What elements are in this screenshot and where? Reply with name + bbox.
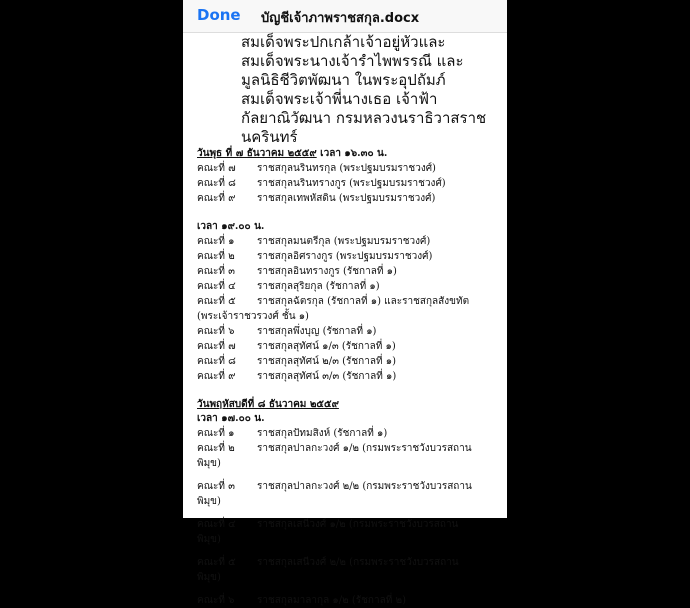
day1-time: เวลา ๑๖.๓๐ น. — [316, 148, 388, 159]
navigation-bar — [183, 0, 507, 33]
group-label: คณะที่ ๙ — [197, 371, 236, 382]
group-row — [197, 176, 503, 191]
group-value: ราชสกุลนรินทรกุล (พระปฐมบรมราชวงศ์) — [257, 163, 436, 174]
group-row — [197, 264, 503, 279]
large-line: สมเด็จพระปกเกล้าเจ้าอยู่หัวและ — [241, 33, 446, 51]
group-value: ราชสกุลสุทัศน์ ๒/๓ (รัชกาลที่ ๑) — [257, 356, 396, 367]
group-label: คณะที่ ๕ — [197, 296, 236, 307]
group-label: คณะที่ ๘ — [197, 178, 236, 189]
group-label: คณะที่ ๔ — [197, 281, 236, 292]
group-row — [197, 555, 503, 570]
group-row — [197, 294, 503, 309]
group-label: คณะที่ ๗ — [197, 163, 236, 174]
spacer — [197, 509, 503, 517]
group-row — [197, 191, 503, 206]
document-title: บัญชีเจ้าภาพราชสกุล.docx — [261, 11, 420, 26]
group-value: ราชสกุลเสนีวงศ์ ๑/๒ (กรมพระราชวังบวรสถาน — [257, 519, 459, 530]
group-row — [197, 369, 503, 384]
group-row — [197, 517, 503, 532]
group-value: ราชสกุลมนตรีกุล (พระปฐมบรมราชวงศ์) — [257, 236, 431, 247]
group-value: ราชสกุลปาลกะวงศ์ ๒/๒ (กรมพระราชวังบวรสถาน — [257, 481, 472, 492]
group-row — [197, 339, 503, 354]
group-row — [197, 593, 503, 608]
spacer — [197, 206, 503, 220]
group-value: ราชสกุลเทพหัสดิน (พระปฐมบรมราชวงศ์) — [257, 193, 436, 204]
phone-screen — [183, 0, 507, 606]
group-row — [197, 279, 503, 294]
day2-date: วันพฤหัสบดีที่ ๘ ธันวาคม ๒๕๕๙ — [197, 399, 339, 410]
group-row — [197, 234, 503, 249]
group-label: คณะที่ ๙ — [197, 193, 236, 204]
group-label: คณะที่ ๖ — [197, 595, 235, 606]
group-label: คณะที่ ๒ — [197, 443, 235, 454]
day1-evening-time: เวลา ๑๙.๐๐ น. — [197, 221, 265, 232]
group-row — [197, 354, 503, 369]
group-row — [197, 479, 503, 494]
day2-section — [183, 398, 507, 608]
group-value: ราชสกุลพึ่งบุญ (รัชกาลที่ ๑) — [257, 326, 377, 337]
group-label: คณะที่ ๓ — [197, 266, 235, 277]
spacer — [197, 547, 503, 555]
group-value: ราชสกุลเสนีวงศ์ ๒/๒ (กรมพระราชวังบวรสถาน — [257, 557, 459, 568]
day2-heading — [197, 398, 503, 412]
group-continuation: พิมุข) — [197, 496, 221, 507]
group-row — [197, 426, 503, 441]
group-label: คณะที่ ๔ — [197, 519, 236, 530]
large-text-block — [183, 33, 507, 147]
day1-heading — [197, 147, 503, 161]
group-value: ราชสกุลปาลกะวงศ์ ๑/๒ (กรมพระราชวังบวรสถาน — [257, 443, 472, 454]
group-value: ราชสกุลฉัตรกุล (รัชกาลที่ ๑) และราชสกุลสังขทัต — [257, 296, 470, 307]
group-continuation: (พระเจ้าราชวรวงศ์ ชั้น ๑) — [197, 311, 309, 322]
group-row — [197, 324, 503, 339]
group-value: ราชสกุลสุทัศน์ ๑/๓ (รัชกาลที่ ๑) — [257, 341, 396, 352]
group-value: ราชสกุลอิศรางกูร (พระปฐมบรมราชวงศ์) — [257, 251, 433, 262]
group-label: คณะที่ ๖ — [197, 326, 235, 337]
day1-section — [183, 147, 507, 384]
group-label: คณะที่ ๑ — [197, 428, 235, 439]
large-line: สมเด็จพระเจ้าพี่นางเธอ เจ้าฟ้า — [241, 90, 438, 108]
group-label: คณะที่ ๓ — [197, 481, 235, 492]
group-row — [197, 441, 503, 456]
day1-date: วันพุธ ที่ ๗ ธันวาคม ๒๕๕๙ — [197, 148, 317, 159]
spacer — [183, 384, 507, 398]
day2-time: เวลา ๑๗.๐๐ น. — [197, 413, 265, 424]
group-value: ราชสกุลสุทัศน์ ๓/๓ (รัชกาลที่ ๑) — [257, 371, 397, 382]
group-value: ราชสกุลนรินทรางกูร (พระปฐมบรมราชวงศ์) — [257, 178, 446, 189]
group-label: คณะที่ ๑ — [197, 236, 235, 247]
document-body[interactable] — [183, 33, 507, 608]
spacer — [197, 471, 503, 479]
group-label: คณะที่ ๒ — [197, 251, 235, 262]
large-line: นครินทร์ — [241, 128, 298, 146]
group-value: ราชสกุลปัทมสิงห์ (รัชกาลที่ ๑) — [257, 428, 388, 439]
done-button[interactable]: Done — [197, 6, 241, 24]
group-continuation: พิมุข) — [197, 534, 221, 545]
group-continuation: พิมุข) — [197, 572, 221, 583]
group-value: ราชสกุลสุริยกุล (รัชกาลที่ ๑) — [257, 281, 380, 292]
group-label: คณะที่ ๘ — [197, 356, 236, 367]
large-line: มูลนิธิชีวิตพัฒนา ในพระอุปถัมภ์ — [241, 71, 446, 89]
spacer — [197, 585, 503, 593]
group-label: คณะที่ ๗ — [197, 341, 236, 352]
large-line: สมเด็จพระนางเจ้ารำไพพรรณี และ — [241, 52, 464, 70]
group-row — [197, 161, 503, 176]
group-value: ราชสกุลมาลากุล ๑/๒ (รัชกาลที่ ๒) — [257, 595, 406, 606]
group-label: คณะที่ ๕ — [197, 557, 236, 568]
large-line: กัลยาณิวัฒนา กรมหลวงนราธิวาสราช — [241, 109, 487, 127]
group-continuation: พิมุข) — [197, 458, 221, 469]
group-row — [197, 249, 503, 264]
group-value: ราชสกุลอินทรางกูร (รัชกาลที่ ๑) — [257, 266, 397, 277]
